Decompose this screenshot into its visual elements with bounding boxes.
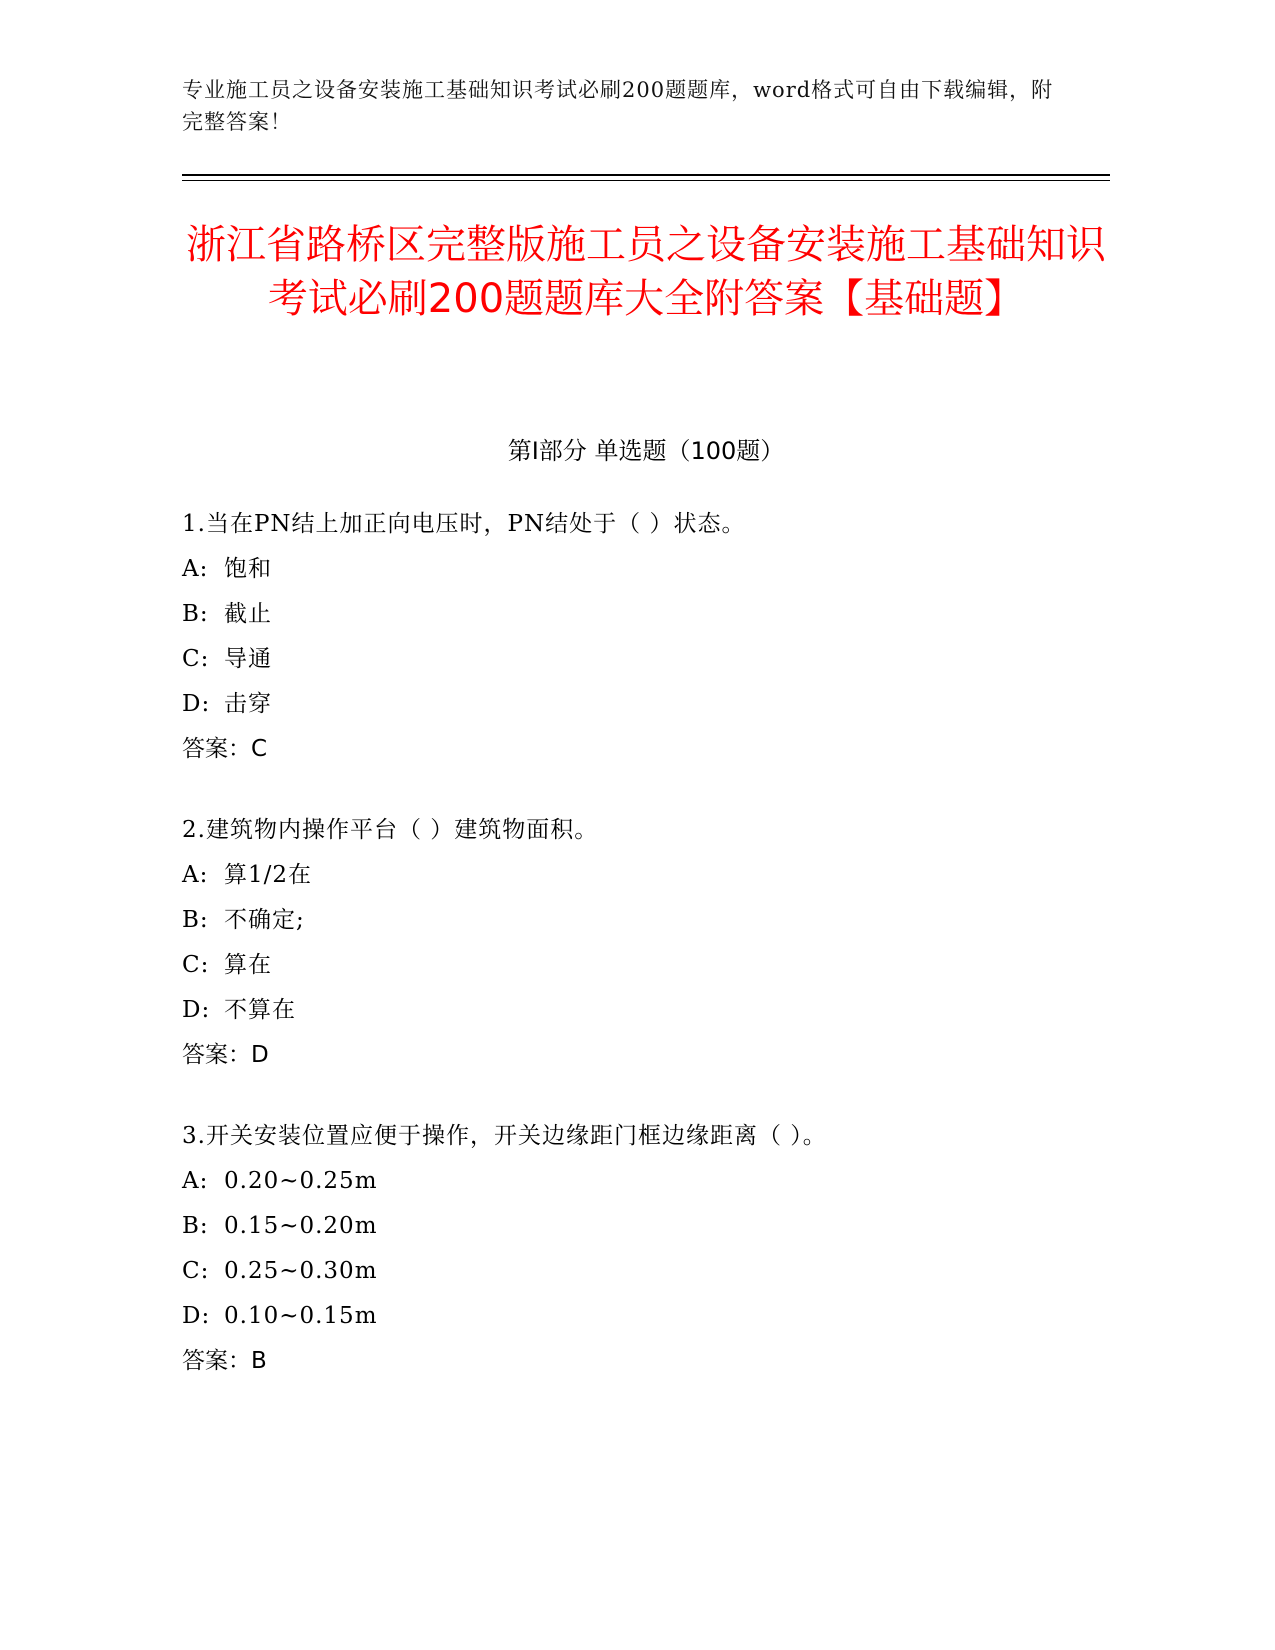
option-letter: A: bbox=[182, 862, 209, 888]
document-title: 浙江省路桥区完整版施工员之设备安装施工基础知识考试必刷200题题库大全附答案【基础题】 bbox=[186, 222, 1106, 322]
header-note: 专业施工员之设备安装施工基础知识考试必刷200题题库，word格式可自由下载编辑，附完整答案！ bbox=[182, 78, 1054, 134]
question-stem: 1.当在PN结上加正向电压时，PN结处于（ ）状态。 bbox=[182, 511, 746, 537]
option-text: 不算在 bbox=[224, 997, 296, 1023]
header-divider-thick bbox=[182, 174, 1110, 176]
option-letter: B: bbox=[182, 601, 209, 627]
option-a bbox=[182, 853, 1110, 898]
option-letter: D: bbox=[182, 1303, 211, 1329]
option-c bbox=[182, 1249, 1110, 1294]
answer: 答案：B bbox=[182, 1348, 267, 1374]
option-c bbox=[182, 943, 1110, 988]
option-c bbox=[182, 637, 1110, 682]
section-title: 第I部分 单选题（100题） bbox=[507, 437, 785, 465]
option-letter: A: bbox=[182, 556, 209, 582]
answer: 答案：C bbox=[182, 736, 268, 762]
option-text: 不确定; bbox=[224, 907, 305, 933]
option-letter: D: bbox=[182, 691, 211, 717]
option-text: 饱和 bbox=[224, 556, 272, 582]
option-letter: B: bbox=[182, 1213, 209, 1239]
question-stem: 2.建筑物内操作平台（ ）建筑物面积。 bbox=[182, 817, 599, 843]
question-stem: 3.开关安装位置应便于操作，开关边缘距门框边缘距离（ ）。 bbox=[182, 1123, 827, 1149]
question-3 bbox=[182, 1114, 1110, 1384]
option-text: 0.25~0.30m bbox=[224, 1258, 378, 1284]
option-b bbox=[182, 592, 1110, 637]
question-1 bbox=[182, 502, 1110, 772]
option-text: 截止 bbox=[224, 601, 272, 627]
question-2 bbox=[182, 808, 1110, 1078]
option-letter: C: bbox=[182, 952, 210, 978]
option-text: 0.20~0.25m bbox=[224, 1168, 378, 1194]
option-letter: B: bbox=[182, 907, 209, 933]
option-d bbox=[182, 988, 1110, 1033]
option-text: 0.15~0.20m bbox=[224, 1213, 378, 1239]
option-text: 0.10~0.15m bbox=[224, 1303, 378, 1329]
option-text: 导通 bbox=[224, 646, 272, 672]
option-letter: A: bbox=[182, 1168, 209, 1194]
option-b bbox=[182, 898, 1110, 943]
option-b bbox=[182, 1204, 1110, 1249]
option-letter: C: bbox=[182, 1258, 210, 1284]
option-letter: C: bbox=[182, 646, 210, 672]
header-divider-thin bbox=[182, 180, 1110, 181]
answer: 答案：D bbox=[182, 1042, 269, 1068]
option-letter: D: bbox=[182, 997, 211, 1023]
option-text: 算在 bbox=[224, 952, 272, 978]
option-a bbox=[182, 1159, 1110, 1204]
option-d bbox=[182, 1294, 1110, 1339]
option-d bbox=[182, 682, 1110, 727]
option-text: 击穿 bbox=[224, 691, 272, 717]
option-a bbox=[182, 547, 1110, 592]
option-text: 算1/2在 bbox=[224, 862, 313, 888]
